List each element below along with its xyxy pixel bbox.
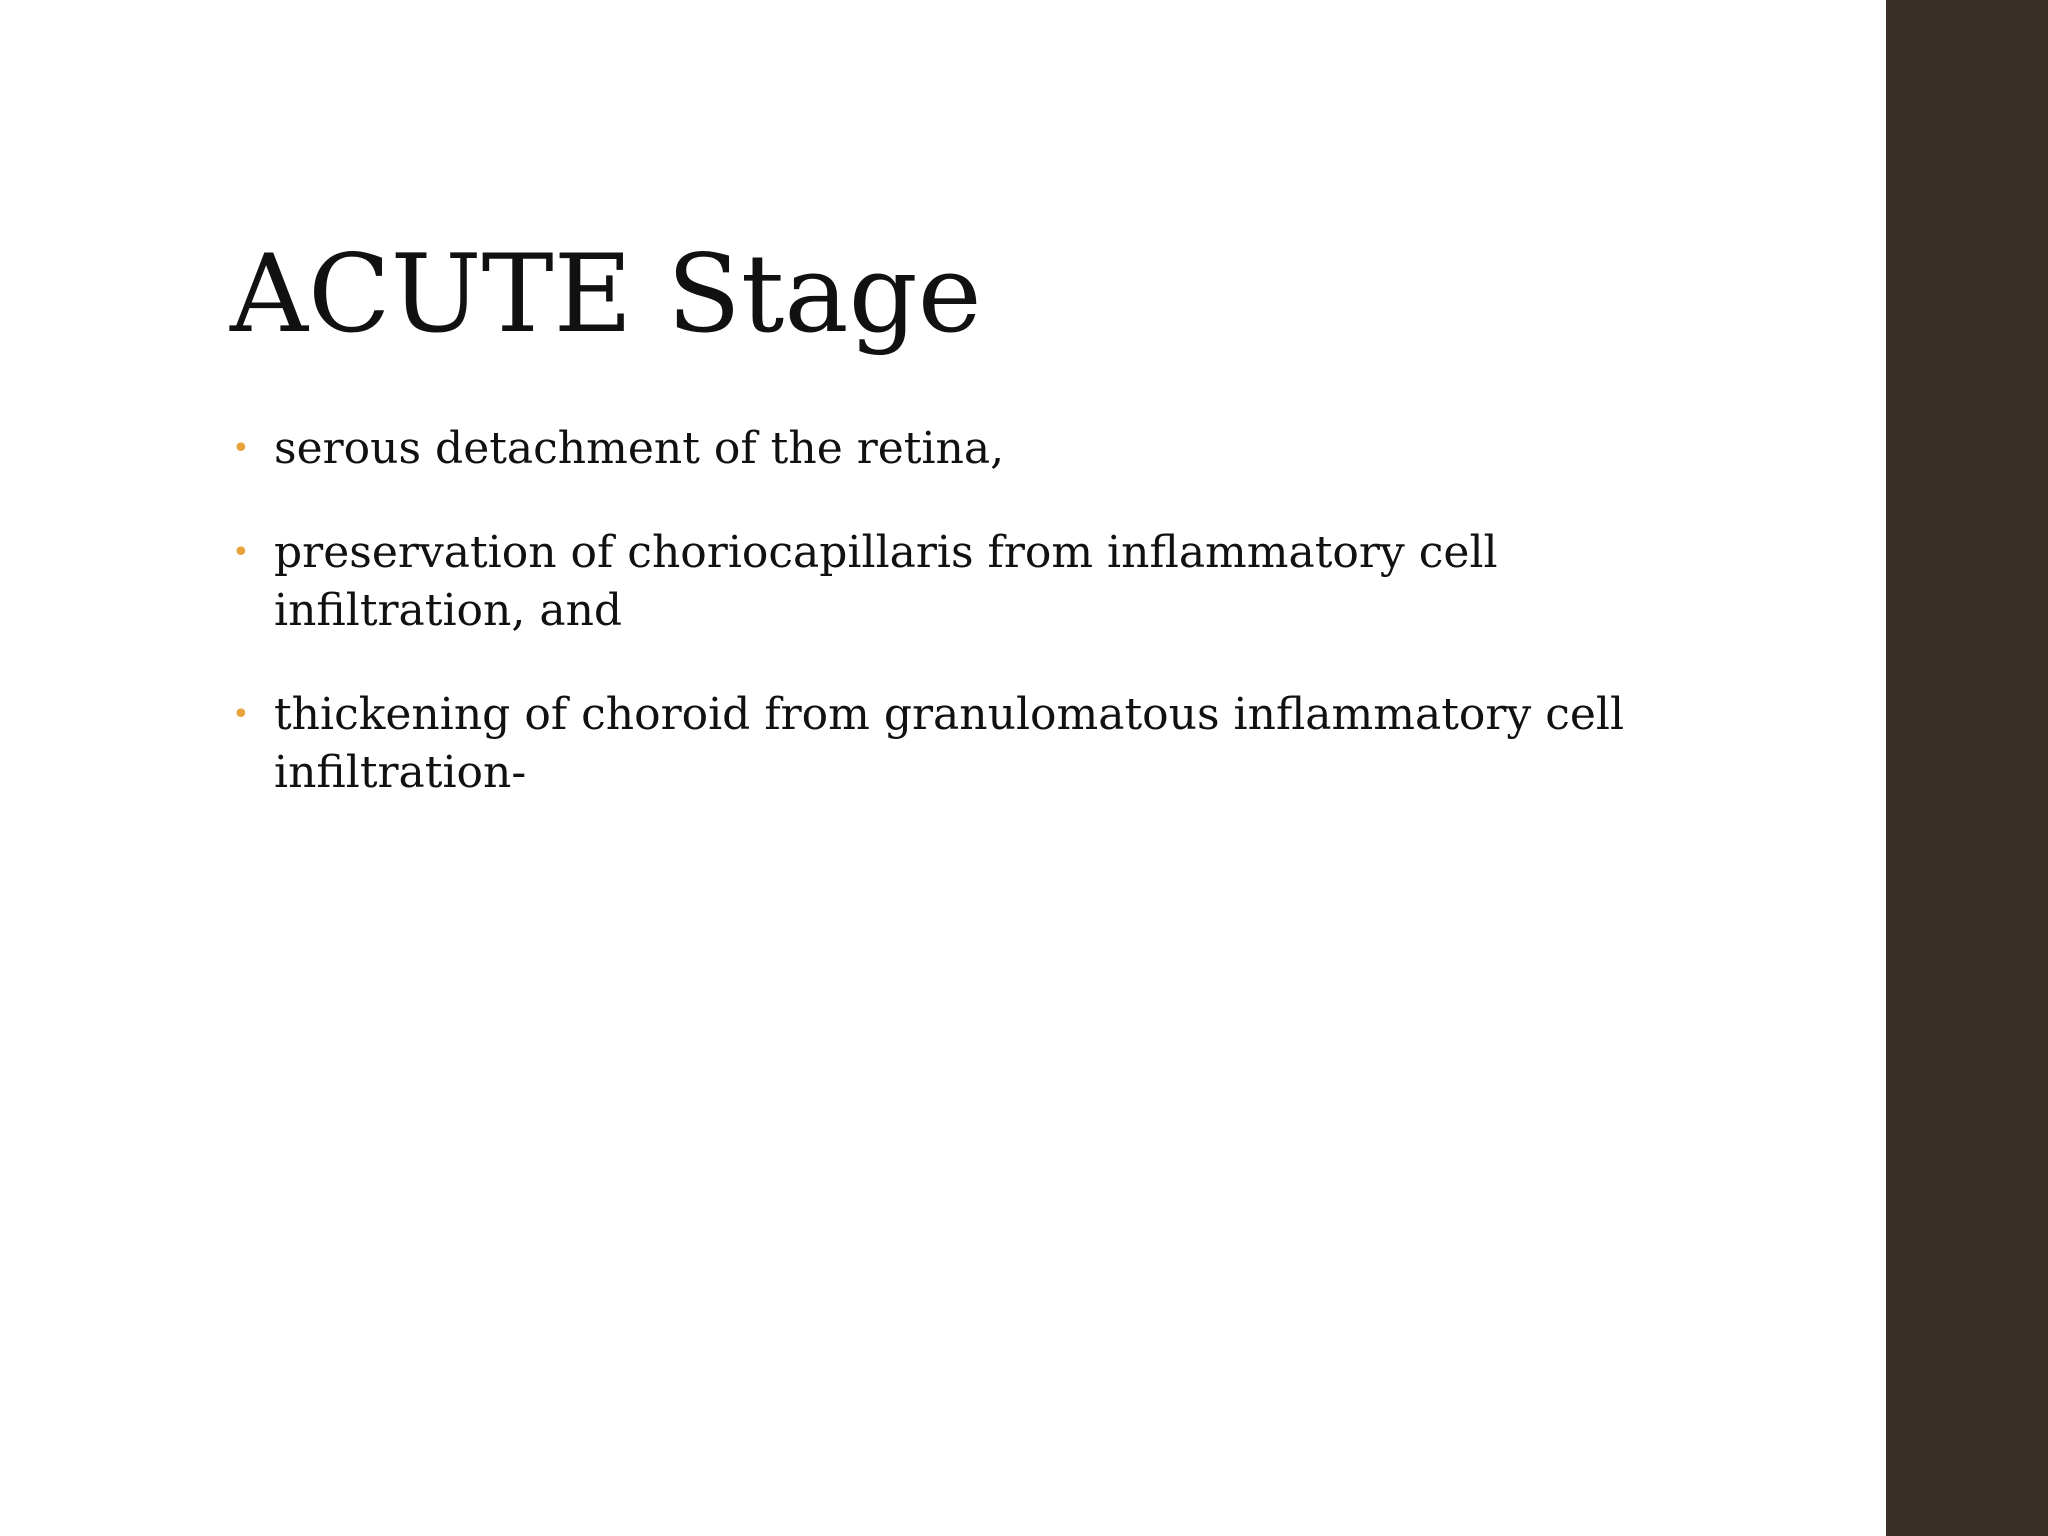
bullet-item <box>230 686 1690 802</box>
bullet-text: thickening of choroid from granulomatous inflammatory cell infiltration- <box>274 689 1625 798</box>
bullet-item <box>230 420 1690 478</box>
side-bar <box>1886 0 2048 1536</box>
bullet-item <box>230 524 1690 640</box>
bullet-list <box>230 420 1690 848</box>
bullet-text: serous detachment of the retina, <box>274 423 1005 474</box>
bullet-dot-icon: • <box>232 431 250 466</box>
slide-title: ACUTE Stage <box>230 232 982 357</box>
bullet-dot-icon: • <box>232 697 250 732</box>
bullet-text: preservation of choriocapillaris from inflammatory cell infiltration, and <box>274 527 1498 636</box>
bullet-dot-icon: • <box>232 535 250 570</box>
